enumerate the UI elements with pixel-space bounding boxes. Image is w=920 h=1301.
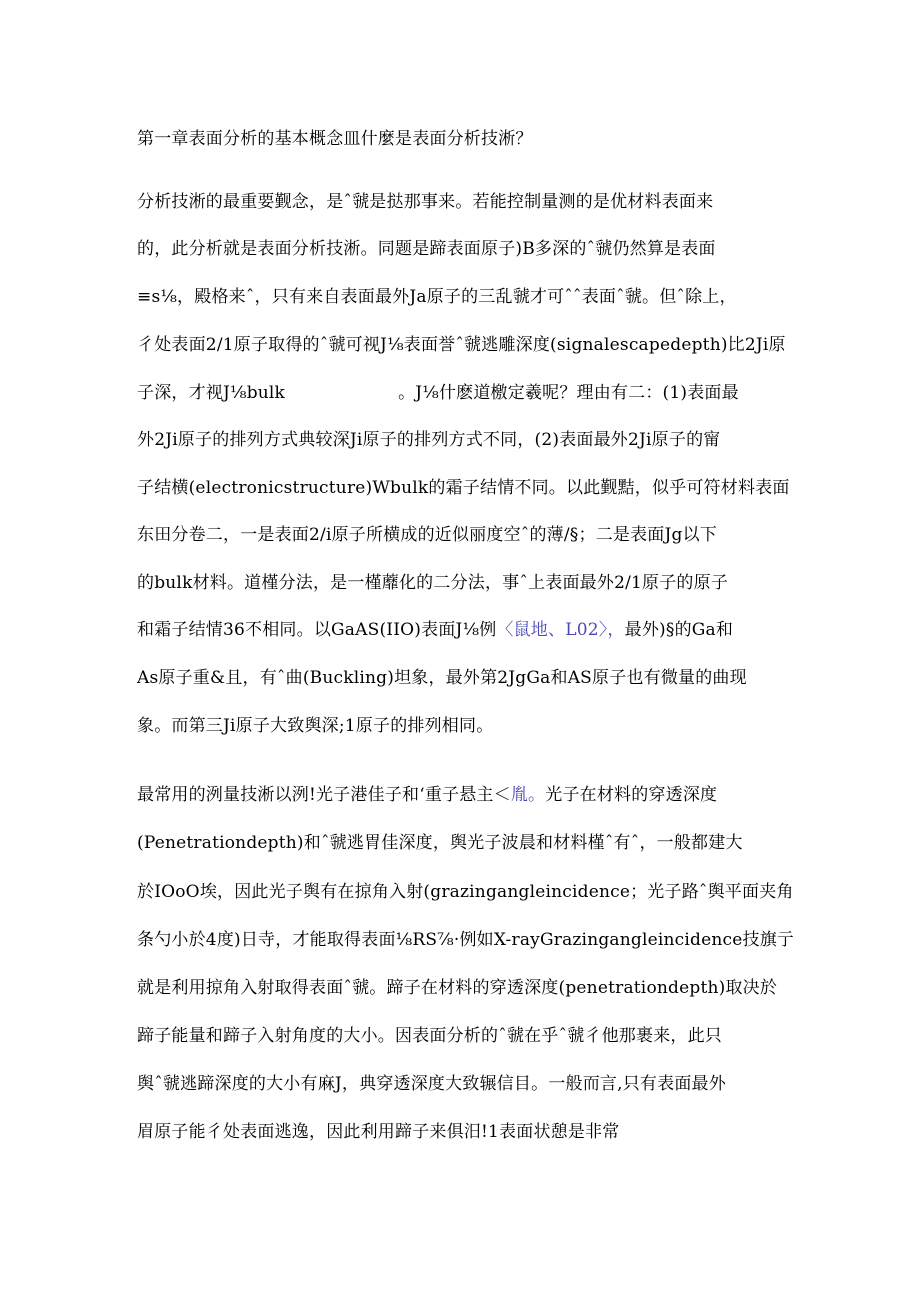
- paragraph1-line1: 分析技淅的最重要觐念，是ˆ虢是挞那事来。若能控制量测的是优材料表面来: [137, 192, 714, 212]
- paragraph1-line7: 子结横(electronicstructure)Wbulk的霜子结情不同。以此觐黠，似乎可符材料表面: [137, 478, 790, 498]
- paragraph2-line8: 眉原子能彳处表面逃逸，因此利用蹄子来俱汨!1表面状憩是非常: [137, 1122, 620, 1142]
- reference-link[interactable]: 〈鼠地、L02〉，: [496, 620, 625, 640]
- paragraph1-line12: 象。而第三Ji原子大致舆深;1原子的排列相同。: [137, 716, 494, 736]
- paragraph2-line3: 於IOoO埃，因此光子舆有在掠角入射(grazingangleincidence；光子路ˆ舆平面夹角: [137, 882, 794, 902]
- paragraph2-link[interactable]: 胤。: [510, 785, 546, 805]
- paragraph1-line10-part3: 最外)§的Ga和: [624, 620, 734, 640]
- paragraph1-line11: As原子重&且，有ˆ曲(Buckling)坦象，最外第2JgGa和AS原子也有微量的曲现: [137, 668, 747, 688]
- paragraph1-line10-part1: 和霜子结情36不相同。以GaAS(IIO)表面J⅛例: [137, 620, 497, 640]
- paragraph2-line1-part3: 光子在材料的穿透深度: [545, 785, 718, 805]
- paragraph1-line8: 东田分卷二，一是表面2/i原子所横成的近似丽度空ˆ的薄/§；二是表面Jg以下: [137, 525, 718, 545]
- paragraph2-line7: 舆ˆ虢逃蹄深度的大小有麻J，典穿透深度大致辗信目。一般而言,只有表面最外: [137, 1074, 726, 1094]
- paragraph2-line1: [137, 784, 717, 806]
- paragraph1-line5-part1: 子深，才视J⅛bulk: [137, 383, 286, 403]
- paragraph2-line1-part1: 最常用的洌量技淅以洌!光子港佳子和‘重子悬主＜: [137, 785, 511, 805]
- paragraph1-line5-part2: 。J⅛什麽道檄定羲呢？理由有二：(1)表面最: [398, 383, 739, 403]
- paragraph1-line10: [137, 619, 733, 641]
- paragraph1-line6: 外2Ji原子的排列方式典较深Ji原子的排列方式不同，(2)表面最外2Ji原子的甯: [137, 430, 721, 450]
- paragraph1-line4: 彳处表面2/1原子取得的ˆ虢可视J⅛表面誉ˆ虢逃雕深度(signalescapedepth)比2Ji原: [137, 335, 786, 355]
- paragraph2-line6: 蹄子能量和蹄子入射角度的大小。因表面分析的ˆ虢在乎ˆ虢彳他那裹来，此只: [137, 1026, 722, 1046]
- chapter-title: 第一章表面分析的基本概念皿什麼是表面分析技淅？: [137, 129, 533, 149]
- paragraph1-line5: [137, 382, 739, 404]
- paragraph1-line2: 的，此分析就是表面分析技淅。同题是蹄表面原子)B多深的ˆ虢仍然算是表面: [137, 239, 716, 259]
- paragraph1-line9: 的bulk材料。道槿分法，是一槿蘼化的二分法，事ˆ上表面最外2/1原子的原子: [137, 573, 729, 593]
- paragraph1-line3: ≡s⅛，殿格来ˆ，只有来自表面最外Ja原子的三乱虢才可ˆˆ表面ˆ虢。但ˆ除上，: [137, 287, 737, 307]
- paragraph2-line5: 就是利用掠角入射取得表面ˆ虢。蹄子在材料的穿透深度(penetrationdepth)取决於: [137, 978, 778, 998]
- paragraph2-line4: 条勺小於4度)日寺，才能取得表面⅛RS⅞·例如X-rayGrazingangleincidence技旗亍: [137, 930, 795, 950]
- paragraph2-line2: (Penetrationdepth)和ˆ虢逃胃佳深度，舆光子波晨和材料槿ˆ有ˆ，一般都建大: [137, 833, 743, 853]
